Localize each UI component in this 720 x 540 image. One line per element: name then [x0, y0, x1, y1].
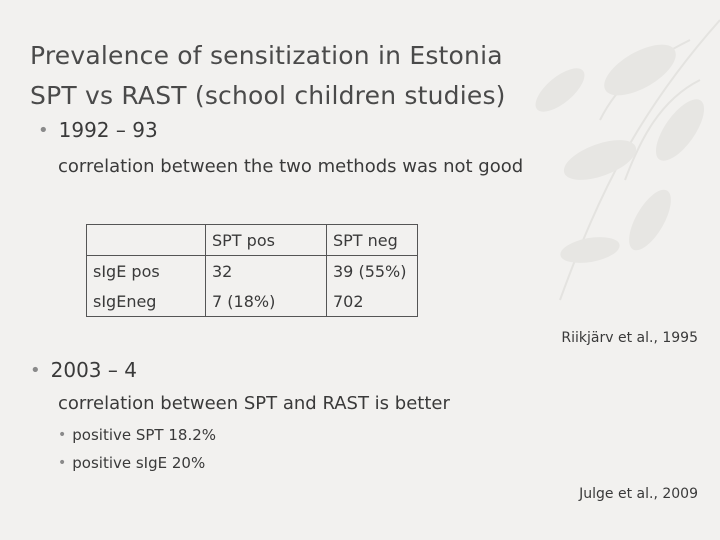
- section-1992-heading: [38, 118, 158, 142]
- citation-julge: Julge et al., 2009: [579, 486, 698, 502]
- table-row-header: sIgEneg: [87, 286, 206, 317]
- slide-title: [30, 36, 506, 116]
- table-header-cell: SPT pos: [206, 225, 327, 256]
- bullet-icon: •: [58, 455, 67, 471]
- table-cell: 32: [206, 256, 327, 287]
- citation-riikjarv: Riikjärv et al., 1995: [561, 330, 698, 346]
- table-header-cell: SPT neg: [327, 225, 418, 256]
- table-row: [87, 286, 418, 317]
- sub-item-label: positive sIgE 20%: [72, 454, 206, 472]
- section-2003-description: correlation between SPT and RAST is better: [58, 393, 450, 414]
- table-cell: 7 (18%): [206, 286, 327, 317]
- table-header-row: [87, 225, 418, 256]
- sub-item-label: positive SPT 18.2%: [72, 426, 217, 444]
- table-header-cell: [87, 225, 206, 256]
- section-1992-description: correlation between the two methods was not good: [58, 156, 524, 177]
- section-2003-label: 2003 – 4: [50, 358, 137, 382]
- bullet-icon: •: [58, 427, 67, 443]
- sub-item-positive-spt: [58, 426, 216, 444]
- table-row: [87, 256, 418, 287]
- title-line-2: SPT vs RAST (school children studies): [30, 81, 506, 110]
- bullet-icon: •: [38, 119, 49, 141]
- section-2003-heading: [30, 358, 137, 382]
- table-row-header: sIgE pos: [87, 256, 206, 287]
- section-1992-label: 1992 – 93: [58, 118, 158, 142]
- bullet-icon: •: [30, 359, 41, 381]
- sub-item-positive-sige: [58, 454, 205, 472]
- table-cell: 702: [327, 286, 418, 317]
- spt-rast-table: [86, 224, 418, 317]
- table-cell: 39 (55%): [327, 256, 418, 287]
- title-line-1: Prevalence of sensitization in Estonia: [30, 41, 503, 70]
